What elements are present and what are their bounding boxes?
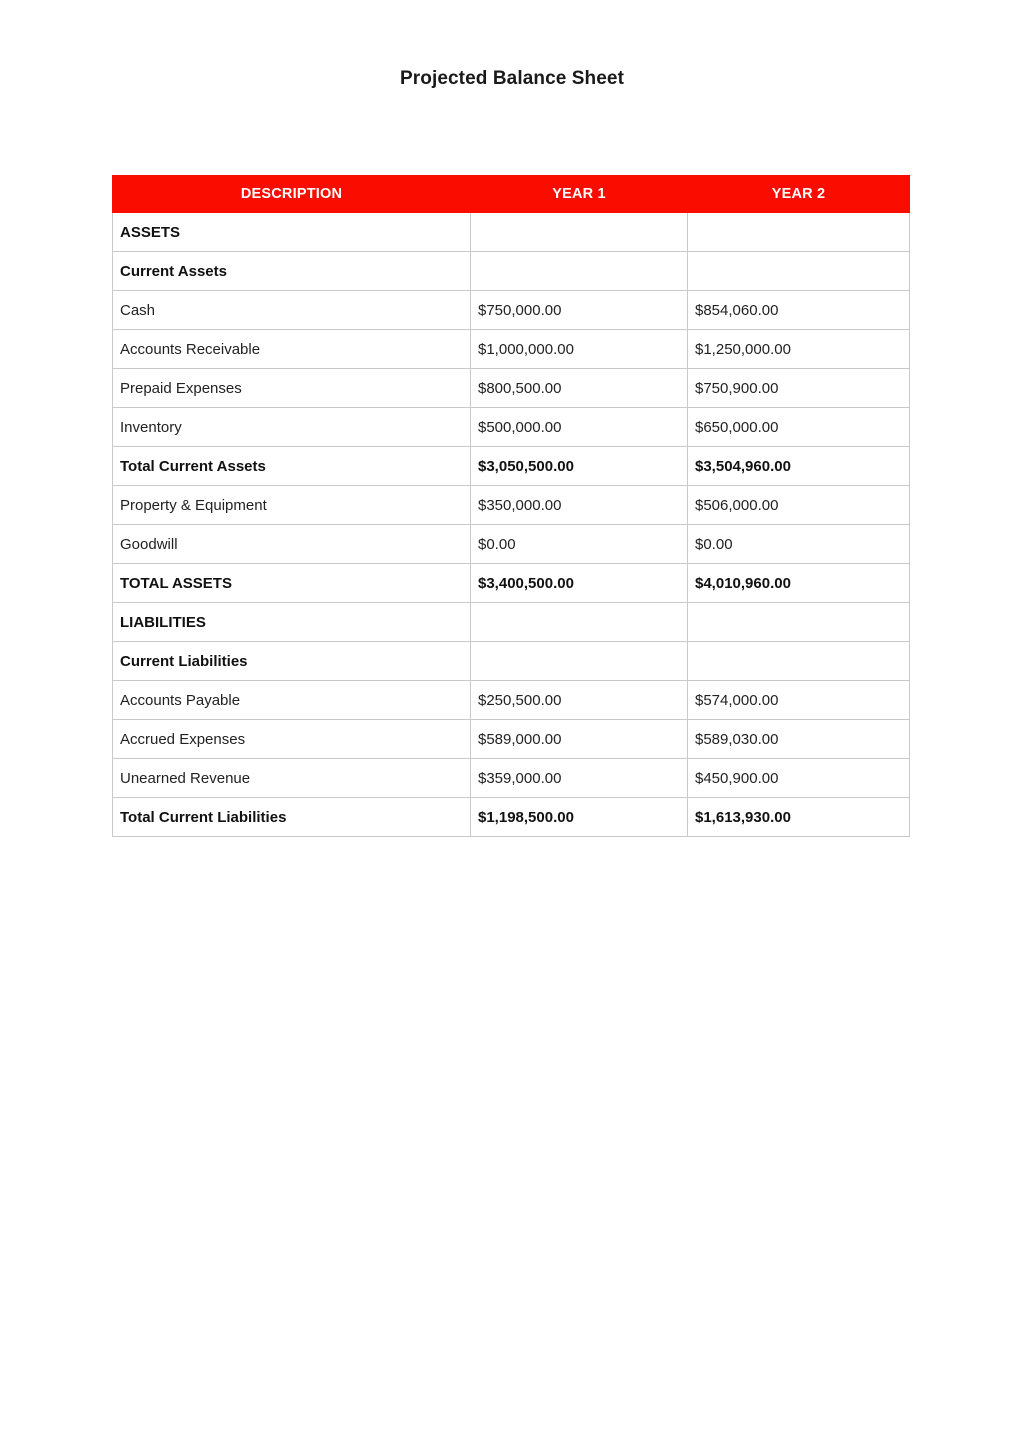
- table-row: [113, 486, 910, 525]
- cell-year-2: [688, 213, 910, 252]
- cell-year-2: [688, 603, 910, 642]
- cell-year-1: $589,000.00: [471, 720, 688, 759]
- cell-year-2: [688, 642, 910, 681]
- cell-year-1: [471, 642, 688, 681]
- cell-year-1: $0.00: [471, 525, 688, 564]
- table-row: [113, 681, 910, 720]
- cell-description: Current Assets: [113, 252, 471, 291]
- table-row: [113, 447, 910, 486]
- cell-year-2: $1,250,000.00: [688, 330, 910, 369]
- cell-year-1: $350,000.00: [471, 486, 688, 525]
- cell-year-1: $359,000.00: [471, 759, 688, 798]
- column-header-year-2: YEAR 2: [688, 176, 910, 213]
- cell-year-1: $3,400,500.00: [471, 564, 688, 603]
- cell-description: Total Current Liabilities: [113, 798, 471, 837]
- table-header-row: [113, 176, 910, 213]
- table-row: [113, 291, 910, 330]
- cell-year-2: $450,900.00: [688, 759, 910, 798]
- balance-sheet-table-container: [112, 175, 909, 837]
- balance-sheet-table: [112, 175, 910, 837]
- table-row: [113, 564, 910, 603]
- table-row: [113, 720, 910, 759]
- table-row: [113, 525, 910, 564]
- cell-year-1: $1,198,500.00: [471, 798, 688, 837]
- column-header-year-1: YEAR 1: [471, 176, 688, 213]
- cell-year-1: [471, 603, 688, 642]
- cell-description: Goodwill: [113, 525, 471, 564]
- cell-description: Prepaid Expenses: [113, 369, 471, 408]
- table-row: [113, 642, 910, 681]
- cell-year-1: [471, 213, 688, 252]
- cell-description: Accrued Expenses: [113, 720, 471, 759]
- cell-year-2: $854,060.00: [688, 291, 910, 330]
- table-row: [113, 252, 910, 291]
- cell-year-2: [688, 252, 910, 291]
- cell-year-1: $750,000.00: [471, 291, 688, 330]
- table-row: [113, 369, 910, 408]
- page-title: Projected Balance Sheet: [399, 68, 625, 89]
- table-row: [113, 330, 910, 369]
- cell-description: Accounts Payable: [113, 681, 471, 720]
- cell-year-1: $500,000.00: [471, 408, 688, 447]
- cell-year-1: $800,500.00: [471, 369, 688, 408]
- table-row: [113, 408, 910, 447]
- cell-description: Accounts Receivable: [113, 330, 471, 369]
- cell-description: ASSETS: [113, 213, 471, 252]
- cell-description: Current Liabilities: [113, 642, 471, 681]
- cell-description: Property & Equipment: [113, 486, 471, 525]
- cell-year-2: $1,613,930.00: [688, 798, 910, 837]
- cell-year-2: $750,900.00: [688, 369, 910, 408]
- table-row: [113, 603, 910, 642]
- cell-year-2: $506,000.00: [688, 486, 910, 525]
- cell-year-1: $1,000,000.00: [471, 330, 688, 369]
- cell-description: TOTAL ASSETS: [113, 564, 471, 603]
- table-row: [113, 798, 910, 837]
- table-body: [113, 213, 910, 837]
- cell-year-2: $650,000.00: [688, 408, 910, 447]
- table-row: [113, 759, 910, 798]
- cell-year-2: $589,030.00: [688, 720, 910, 759]
- cell-description: Cash: [113, 291, 471, 330]
- cell-year-2: $574,000.00: [688, 681, 910, 720]
- cell-year-1: [471, 252, 688, 291]
- table-header: [113, 176, 910, 213]
- cell-year-1: $250,500.00: [471, 681, 688, 720]
- table-row: [113, 213, 910, 252]
- cell-description: Unearned Revenue: [113, 759, 471, 798]
- cell-description: Inventory: [113, 408, 471, 447]
- cell-description: Total Current Assets: [113, 447, 471, 486]
- cell-year-2: $3,504,960.00: [688, 447, 910, 486]
- cell-year-2: $0.00: [688, 525, 910, 564]
- cell-year-1: $3,050,500.00: [471, 447, 688, 486]
- cell-description: LIABILITIES: [113, 603, 471, 642]
- column-header-description: DESCRIPTION: [113, 176, 471, 213]
- cell-year-2: $4,010,960.00: [688, 564, 910, 603]
